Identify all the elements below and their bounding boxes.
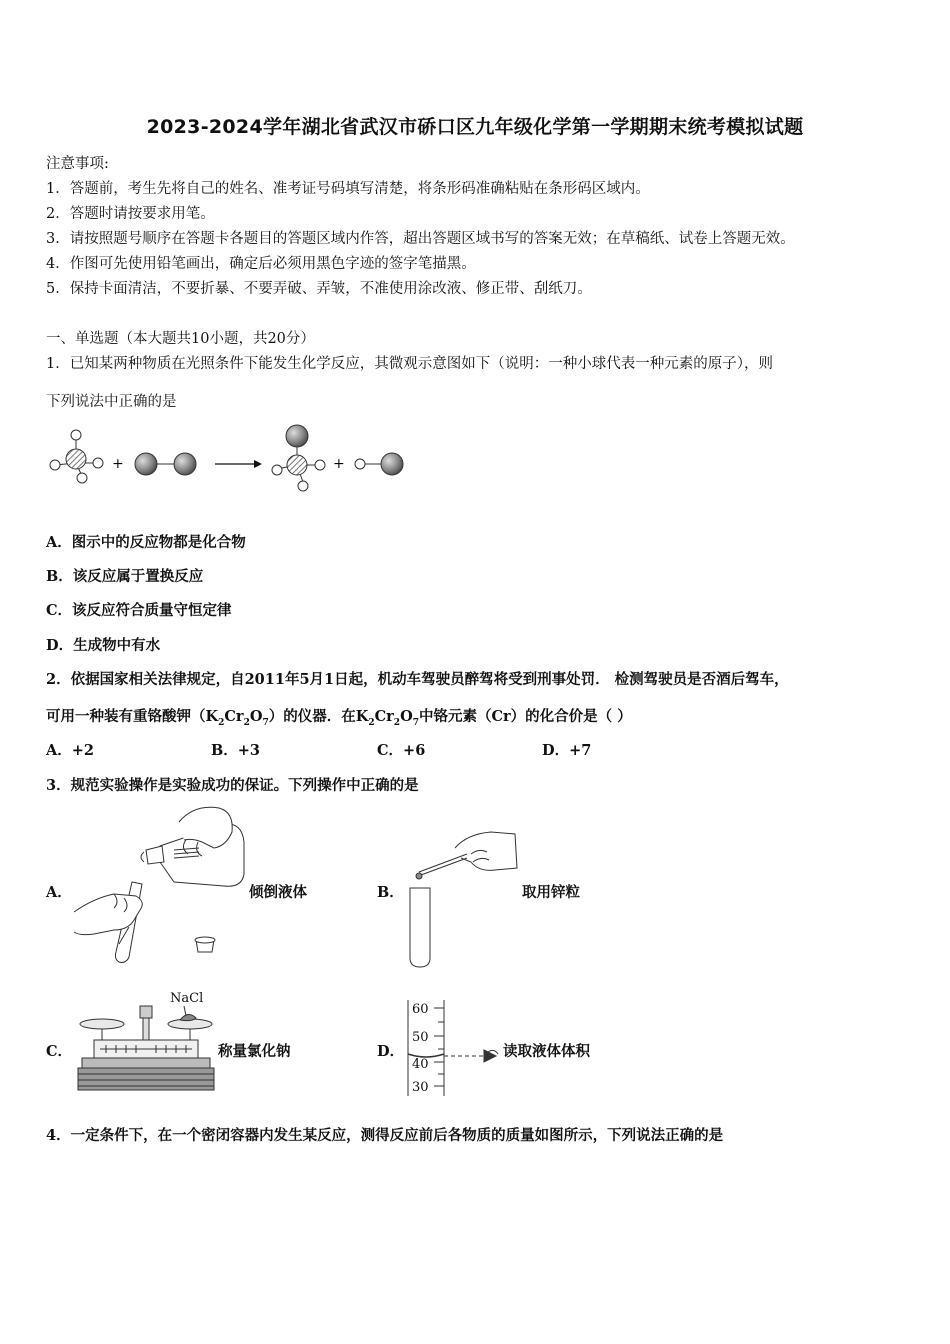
q3-option-d-caption: 读取液体体积: [503, 1043, 590, 1060]
notice-item: 2．答题时请按要求用笔。: [46, 206, 215, 222]
pour-liquid-illustration: [74, 802, 244, 967]
notice-item: 4．作图可先使用铅笔画出，确定后必须用黑色字迹的签字笔描黑。: [46, 256, 476, 272]
q2-option-b[interactable]: B．+3: [211, 742, 260, 759]
page-title: 2023-2024学年湖北省武汉市硚口区九年级化学第一学期期末统考模拟试题: [146, 116, 804, 138]
q2-option-a[interactable]: A．+2: [46, 742, 94, 759]
scale-label-60: 60: [412, 1002, 429, 1017]
q3-option-c-caption: 称量氯化钠: [218, 1043, 291, 1060]
q2-option-c[interactable]: C．+6: [377, 742, 426, 759]
notice-item: 5．保持卡面清洁，不要折暴、不要弄破、弄皱，不准使用涂改液、修正带、刮纸刀。: [46, 281, 592, 297]
q2-stem-line1: 2．依据国家相关法律规定，自2011年5月1日起，机动车驾驶员醉驾将受到刑事处罚． 检测驾驶员是否酒后驾车，: [46, 671, 789, 688]
scale-label-40: 40: [412, 1057, 429, 1072]
q3-stem: 3．规范实验操作是实验成功的保证。下列操作中正确的是: [46, 777, 419, 794]
q3-option-b-caption: 取用锌粒: [522, 884, 580, 901]
reactant2-molecule: [135, 453, 196, 475]
balance-illustration: [76, 988, 216, 1094]
q1-stem-line2: 下列说法中正确的是: [46, 394, 177, 410]
q1-option-d[interactable]: D．生成物中有水: [46, 637, 161, 654]
reactant1-molecule: [50, 430, 103, 483]
product1-molecule: [272, 425, 325, 491]
reaction-diagram: [40, 420, 420, 500]
notice-item: 1．答题前，考生先将自己的姓名、准考证号码填写清楚，将条形码准确粘贴在条形码区域内。: [46, 181, 650, 197]
cylinder-reading-illustration: [404, 998, 504, 1098]
product2-molecule: [355, 453, 403, 475]
plus-sign: +: [333, 456, 345, 472]
q3-option-a-label[interactable]: A．: [46, 884, 72, 901]
q1-option-c[interactable]: C．该反应符合质量守恒定律: [46, 602, 232, 619]
nacl-label: NaCl: [170, 991, 204, 1006]
q1-option-a[interactable]: A．图示中的反应物都是化合物: [46, 534, 246, 551]
q3-option-a-caption: 倾倒液体: [249, 884, 307, 901]
notice-item: 3．请按照题号顺序在答题卡各题目的答题区域内作答，超出答题区域书写的答案无效；在草稿纸、试卷上答题无效。: [46, 231, 795, 247]
section-heading: 一、单选题（本大题共10小题，共20分）: [46, 331, 315, 347]
q4-stem: 4．一定条件下，在一个密闭容器内发生某反应，测得反应前后各物质的质量如图所示，下列说法正确的是: [46, 1127, 724, 1144]
q1-option-b[interactable]: B．该反应属于置换反应: [46, 568, 204, 585]
q1-stem-line1: 1．已知某两种物质在光照条件下能发生化学反应，其微观示意图如下（说明：一种小球代表一种元素的原子），则: [46, 356, 773, 372]
zinc-granule-illustration: [405, 828, 520, 968]
q3-option-c-label[interactable]: C．: [46, 1043, 73, 1060]
scale-label-30: 30: [412, 1080, 429, 1095]
plus-sign: +: [112, 456, 124, 472]
q3-option-b-label[interactable]: B．: [377, 884, 404, 901]
reaction-arrow: [215, 460, 262, 468]
q2-option-d[interactable]: D．+7: [542, 742, 592, 759]
notice-heading: 注意事项:: [46, 156, 109, 172]
scale-label-50: 50: [412, 1030, 429, 1045]
q3-option-d-label[interactable]: D．: [377, 1043, 405, 1060]
q2-stem-line2: 可用一种装有重铬酸钾$(K_2Cr_2O_7)$的仪器．在$K_2Cr_2O_7$中铬元素（Cr）的化合价是（ ）: [46, 708, 632, 728]
